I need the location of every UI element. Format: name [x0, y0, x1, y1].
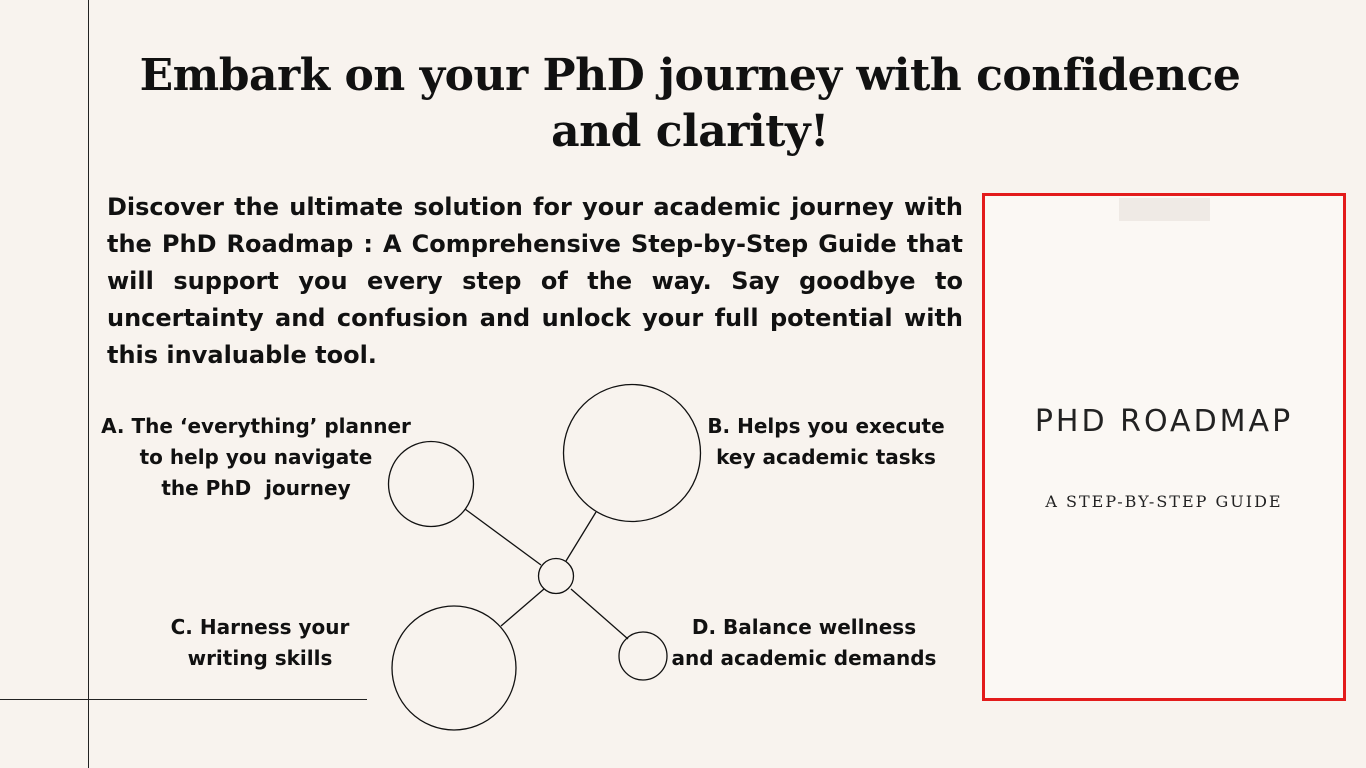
feature-b-label — [690, 411, 962, 473]
feature-b-line-2: key academic tasks — [716, 445, 936, 469]
connector-line-b — [566, 512, 596, 561]
feature-c-line-2: writing skills — [187, 646, 333, 670]
feature-c-line-1: C. Harness your — [170, 615, 350, 639]
connector-line-d — [571, 589, 628, 639]
connector-line-c — [501, 589, 544, 626]
book-cover-tab — [1119, 198, 1210, 221]
intro-paragraph: Discover the ultimate solution for your academic journey with the PhD Roadmap : A Comprehensive Step-by-Step Guide that will support you every step of the way. Say goodbye to uncertainty and confusion and unlock your full potential with this invaluable tool. — [107, 193, 963, 369]
book-subtitle: A STEP-BY-STEP GUIDE — [1045, 492, 1283, 511]
feature-d-line-2: and academic demands — [671, 646, 937, 670]
page-headline: Embark on your PhD journey with confidence and clarity! — [139, 50, 1241, 157]
feature-a-line-1: A. The ‘everything’ planner — [101, 414, 411, 438]
horizontal-divider-line — [0, 699, 367, 700]
circle-b — [564, 385, 701, 522]
feature-d-line-1: D. Balance wellness — [691, 615, 917, 639]
vertical-divider-line — [88, 0, 89, 768]
connector-line-a — [465, 509, 541, 565]
circle-hub — [539, 559, 574, 594]
feature-c-label — [140, 612, 380, 674]
feature-a-line-3: the PhD journey — [161, 476, 351, 500]
circle-c — [392, 606, 516, 730]
feature-d-label — [668, 612, 940, 674]
feature-a-label — [100, 411, 412, 504]
feature-b-line-1: B. Helps you execute — [707, 414, 945, 438]
book-cover — [982, 193, 1346, 701]
book-title: PHD ROADMAP — [1034, 404, 1294, 439]
feature-a-line-2: to help you navigate — [139, 445, 373, 469]
circle-d — [619, 632, 667, 680]
